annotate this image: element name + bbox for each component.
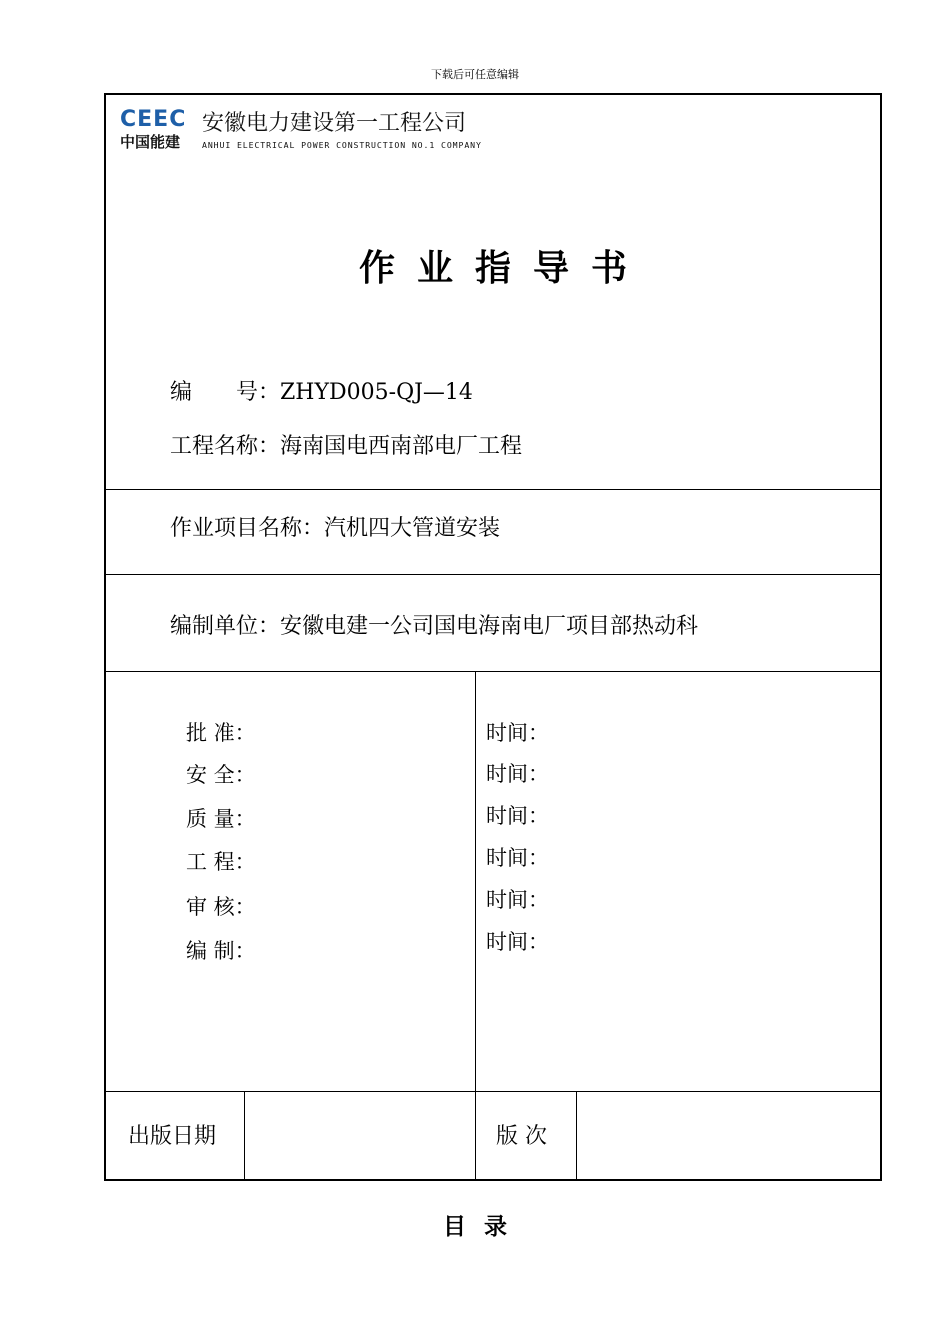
signoff-column-divider	[475, 671, 476, 1091]
footer-divider-1	[244, 1091, 245, 1181]
ceec-logo-mark	[120, 109, 196, 155]
company-logo	[120, 109, 540, 155]
edition-label: 版 次	[496, 1124, 547, 1149]
signoff-label-engineering: 工 程：	[186, 850, 256, 874]
number-field	[170, 379, 473, 407]
number-value: ZHYD005-QJ—14	[280, 380, 473, 405]
divider-1	[106, 489, 880, 490]
project-label: 工程名称：	[170, 434, 281, 459]
signoff-label-review: 审 核：	[186, 895, 256, 919]
ceec-logo-text: CEEC	[120, 107, 187, 132]
signoff-time-approve: 时间：	[486, 721, 549, 745]
project-field	[170, 433, 522, 461]
signoff-time-prepare: 时间：	[486, 930, 549, 954]
signoff-time-safety: 时间：	[486, 762, 549, 786]
toc-title: 目录	[443, 1214, 525, 1240]
signoff-label-approve: 批 准：	[186, 721, 256, 745]
signoff-label-quality: 质 量：	[186, 807, 256, 831]
unit-label: 编制单位：	[170, 614, 281, 639]
unit-field	[170, 613, 698, 641]
company-name-cn: 安徽电力建设第一工程公司	[202, 111, 467, 136]
signoff-time-engineering: 时间：	[486, 846, 549, 870]
publish-date-label: 出版日期	[128, 1124, 217, 1149]
divider-3	[106, 671, 880, 672]
signoff-label-prepare: 编 制：	[186, 939, 256, 963]
divider-4	[106, 1091, 880, 1092]
task-label: 作业项目名称：	[170, 516, 325, 541]
task-field	[170, 515, 500, 543]
signoff-label-safety: 安 全：	[186, 763, 256, 787]
company-name-en: ANHUI ELECTRICAL POWER CONSTRUCTION NO.1 COMPANY	[202, 140, 482, 150]
number-label: 编 号：	[170, 380, 281, 405]
cover-frame	[104, 93, 882, 1181]
task-value: 汽机四大管道安装	[324, 516, 501, 541]
top-note: 下载后可任意编辑	[431, 68, 519, 81]
unit-value: 安徽电建一公司国电海南电厂项目部热动科	[280, 614, 699, 639]
document-title: 作业指导书	[358, 248, 649, 289]
divider-2	[106, 574, 880, 575]
footer-divider-3	[576, 1091, 577, 1181]
signoff-time-quality: 时间：	[486, 804, 549, 828]
signoff-time-review: 时间：	[486, 888, 549, 912]
footer-divider-2	[475, 1091, 476, 1181]
ceec-logo-cn: 中国能建	[120, 133, 181, 151]
project-value: 海南国电西南部电厂工程	[280, 434, 523, 459]
